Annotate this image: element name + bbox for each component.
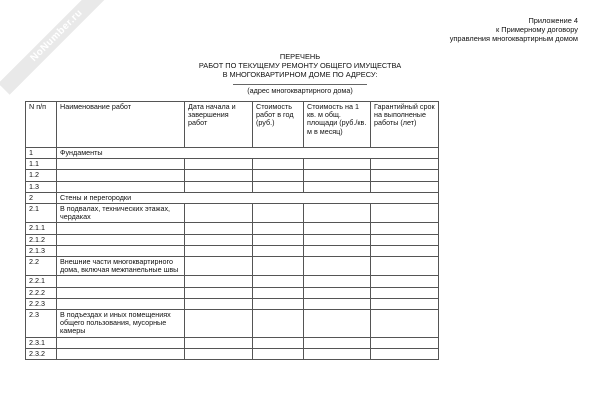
row-num: 1.1 (26, 159, 57, 170)
row-name: В подвалах, технических этажах, чердаках (57, 204, 185, 223)
header-cost-sqm: Стоимость на 1 кв. м общ. площади (руб./кв. м в месяц) (304, 102, 371, 148)
table-row (26, 159, 439, 170)
row-num: 2.1 (26, 204, 57, 223)
row-cost-sqm-cell (304, 234, 371, 245)
header-num: N п/п (26, 102, 57, 148)
row-cost-sqm-cell (304, 310, 371, 338)
row-warranty-cell (371, 337, 439, 348)
table-row (26, 148, 439, 159)
row-num: 2.1.1 (26, 223, 57, 234)
row-num: 2.3.1 (26, 337, 57, 348)
row-cost-sqm-cell (304, 170, 371, 181)
row-name (57, 276, 185, 287)
table-row (26, 223, 439, 234)
row-name (57, 337, 185, 348)
row-name (57, 234, 185, 245)
table-row (26, 204, 439, 223)
row-cost-sqm-cell (304, 159, 371, 170)
row-cost-year-cell (253, 234, 304, 245)
header-cost-year: Стоимость работ в год (руб.) (253, 102, 304, 148)
row-cost-sqm-cell (304, 287, 371, 298)
row-dates-cell (185, 337, 253, 348)
table-row (26, 234, 439, 245)
row-name: В подъездах и иных помещениях общего пользования, мусорные камеры (57, 310, 185, 338)
row-name (57, 223, 185, 234)
row-name: Стены и перегородки (57, 192, 439, 203)
table-row (26, 287, 439, 298)
row-cost-year-cell (253, 337, 304, 348)
row-warranty-cell (371, 223, 439, 234)
table-row (26, 181, 439, 192)
appendix-line-1: Приложение 4 (528, 16, 578, 25)
row-cost-year-cell (253, 257, 304, 276)
row-dates-cell (185, 159, 253, 170)
table-row (26, 310, 439, 338)
appendix-note (450, 16, 578, 44)
row-cost-sqm-cell (304, 204, 371, 223)
row-dates-cell (185, 276, 253, 287)
appendix-line-2: к Примерному договору (496, 25, 578, 35)
row-cost-sqm-cell (304, 257, 371, 276)
row-num: 2 (26, 192, 57, 203)
table-header-row (26, 102, 439, 148)
row-cost-year-cell (253, 223, 304, 234)
row-warranty-cell (371, 287, 439, 298)
row-cost-sqm-cell (304, 181, 371, 192)
row-name: Внешние части многоквартирного дома, включая межпанельные швы (57, 257, 185, 276)
header-name: Наименование работ (57, 102, 185, 148)
row-cost-sqm-cell (304, 276, 371, 287)
row-cost-year-cell (253, 276, 304, 287)
row-name (57, 298, 185, 309)
row-cost-sqm-cell (304, 298, 371, 309)
row-dates-cell (185, 245, 253, 256)
table-row (26, 170, 439, 181)
row-num: 2.3.2 (26, 348, 57, 359)
header-dates: Дата начала и завершения работ (185, 102, 253, 148)
row-dates-cell (185, 257, 253, 276)
row-cost-sqm-cell (304, 245, 371, 256)
row-cost-year-cell (253, 245, 304, 256)
row-cost-year-cell (253, 287, 304, 298)
address-blank-line (233, 84, 367, 85)
row-warranty-cell (371, 159, 439, 170)
row-name (57, 181, 185, 192)
row-cost-year-cell (253, 298, 304, 309)
row-name (57, 287, 185, 298)
row-warranty-cell (371, 170, 439, 181)
row-cost-sqm-cell (304, 348, 371, 359)
row-dates-cell (185, 204, 253, 223)
row-name (57, 159, 185, 170)
row-num: 2.3 (26, 310, 57, 338)
title-line-2: РАБОТ ПО ТЕКУЩЕМУ РЕМОНТУ ОБЩЕГО ИМУЩЕСТВА (198, 61, 402, 70)
row-warranty-cell (371, 204, 439, 223)
row-name: Фундаменты (57, 148, 439, 159)
table-row (26, 337, 439, 348)
row-dates-cell (185, 298, 253, 309)
row-num: 2.2.2 (26, 287, 57, 298)
watermark: NoNumber.ru (0, 0, 116, 95)
row-dates-cell (185, 310, 253, 338)
header-warranty: Гарантийный срок на выполненые работы (лет) (371, 102, 439, 148)
row-dates-cell (185, 170, 253, 181)
row-cost-year-cell (253, 348, 304, 359)
appendix-line-3: управления многоквартирным домом (449, 34, 578, 44)
document-title (180, 52, 420, 79)
row-warranty-cell (371, 348, 439, 359)
row-dates-cell (185, 223, 253, 234)
row-warranty-cell (371, 298, 439, 309)
table-row (26, 276, 439, 287)
row-num: 2.2 (26, 257, 57, 276)
address-caption: (адрес многоквартирного дома) (247, 86, 353, 95)
row-dates-cell (185, 234, 253, 245)
row-cost-year-cell (253, 310, 304, 338)
row-name (57, 170, 185, 181)
title-line-1: ПЕРЕЧЕНЬ (279, 52, 321, 61)
row-warranty-cell (371, 245, 439, 256)
row-dates-cell (185, 348, 253, 359)
row-warranty-cell (371, 181, 439, 192)
row-cost-sqm-cell (304, 223, 371, 234)
table-row (26, 257, 439, 276)
row-dates-cell (185, 287, 253, 298)
table-row (26, 245, 439, 256)
row-warranty-cell (371, 276, 439, 287)
row-warranty-cell (371, 257, 439, 276)
row-cost-year-cell (253, 181, 304, 192)
table-row (26, 298, 439, 309)
title-line-3: В МНОГОКВАРТИРНОМ ДОМЕ ПО АДРЕСУ: (222, 70, 378, 79)
row-num: 1.3 (26, 181, 57, 192)
row-num: 2.2.1 (26, 276, 57, 287)
row-warranty-cell (371, 234, 439, 245)
table-row (26, 192, 439, 203)
row-num: 2.1.3 (26, 245, 57, 256)
row-name (57, 245, 185, 256)
row-num: 1.2 (26, 170, 57, 181)
row-cost-year-cell (253, 204, 304, 223)
row-warranty-cell (371, 310, 439, 338)
row-name (57, 348, 185, 359)
row-cost-year-cell (253, 159, 304, 170)
row-num: 2.1.2 (26, 234, 57, 245)
row-cost-sqm-cell (304, 337, 371, 348)
row-dates-cell (185, 181, 253, 192)
row-num: 1 (26, 148, 57, 159)
row-cost-year-cell (253, 170, 304, 181)
table-row (26, 348, 439, 359)
row-num: 2.2.3 (26, 298, 57, 309)
works-table (25, 101, 439, 360)
